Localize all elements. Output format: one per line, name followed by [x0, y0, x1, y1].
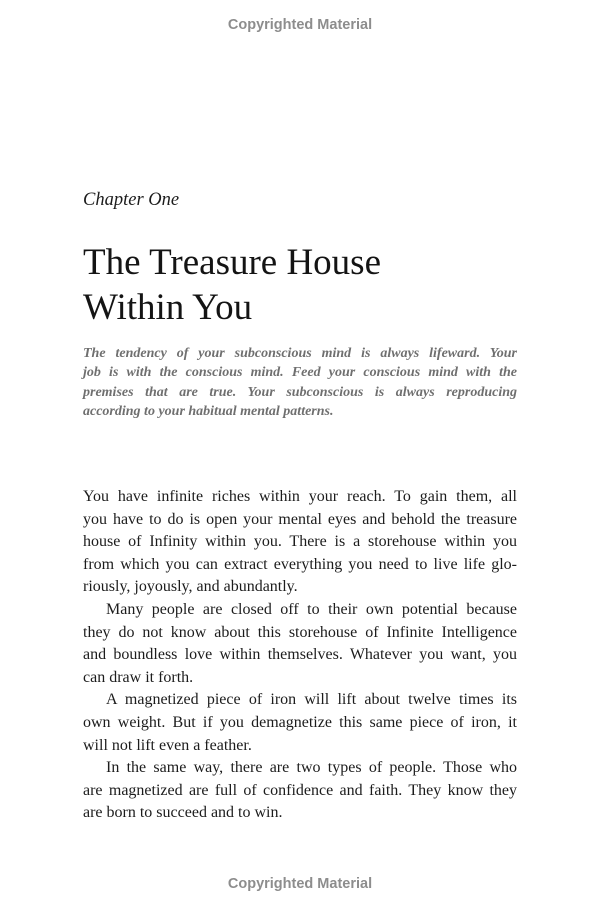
copyright-notice-bottom: Copyrighted Material [227, 876, 373, 892]
chapter-title-line: The Treasure House [83, 242, 382, 283]
chapter-epigraph [83, 344, 517, 421]
body-paragraph [83, 757, 517, 825]
chapter-title-line: Within You [83, 287, 253, 328]
body-paragraph [83, 689, 517, 757]
body-text [83, 486, 517, 825]
chapter-title [83, 240, 517, 330]
body-line: Many people are closed off to their own potential because [106, 600, 517, 618]
body-line: A magnetized piece of iron will lift about twelve times its [106, 691, 517, 709]
body-line: and boundless love within themselves. Whatever you want, you [83, 646, 517, 664]
epigraph-line: according to your habitual mental patterns. [83, 403, 334, 419]
body-line: will not lift even a feather. [83, 736, 252, 754]
body-line: are magnetized are full of confidence and faith. They know they [83, 781, 517, 799]
body-line: riously, joyously, and abundantly. [83, 578, 298, 596]
body-line: are born to succeed and to win. [83, 804, 283, 822]
epigraph-line: job is with the conscious mind. Feed your conscious mind with the [83, 365, 517, 381]
copyright-notice-top: Copyrighted Material [227, 17, 373, 33]
body-line: You have infinite riches within your reach. To gain them, all [83, 488, 517, 505]
body-line: In the same way, there are two types of people. Those who [106, 759, 517, 777]
body-line: house of Infinity within you. There is a storehouse within you [83, 533, 517, 551]
epigraph-line: The tendency of your subconscious mind is always lifeward. Your [83, 346, 517, 361]
body-line: they do not know about this storehouse of Infinite Intelligence [83, 623, 517, 641]
body-line: you have to do is open your mental eyes and behold the treasure [83, 510, 517, 528]
body-line: can draw it forth. [83, 668, 194, 686]
body-paragraph [83, 599, 517, 689]
chapter-label: Chapter One [83, 190, 180, 210]
body-line: own weight. But if you demagnetize this same piece of iron, it [83, 713, 517, 731]
epigraph-line: premises that are true. Your subconscious is always reproducing [83, 384, 517, 400]
body-line: from which you can extract everything you need to live life glo- [83, 555, 517, 573]
body-paragraph [83, 486, 517, 599]
